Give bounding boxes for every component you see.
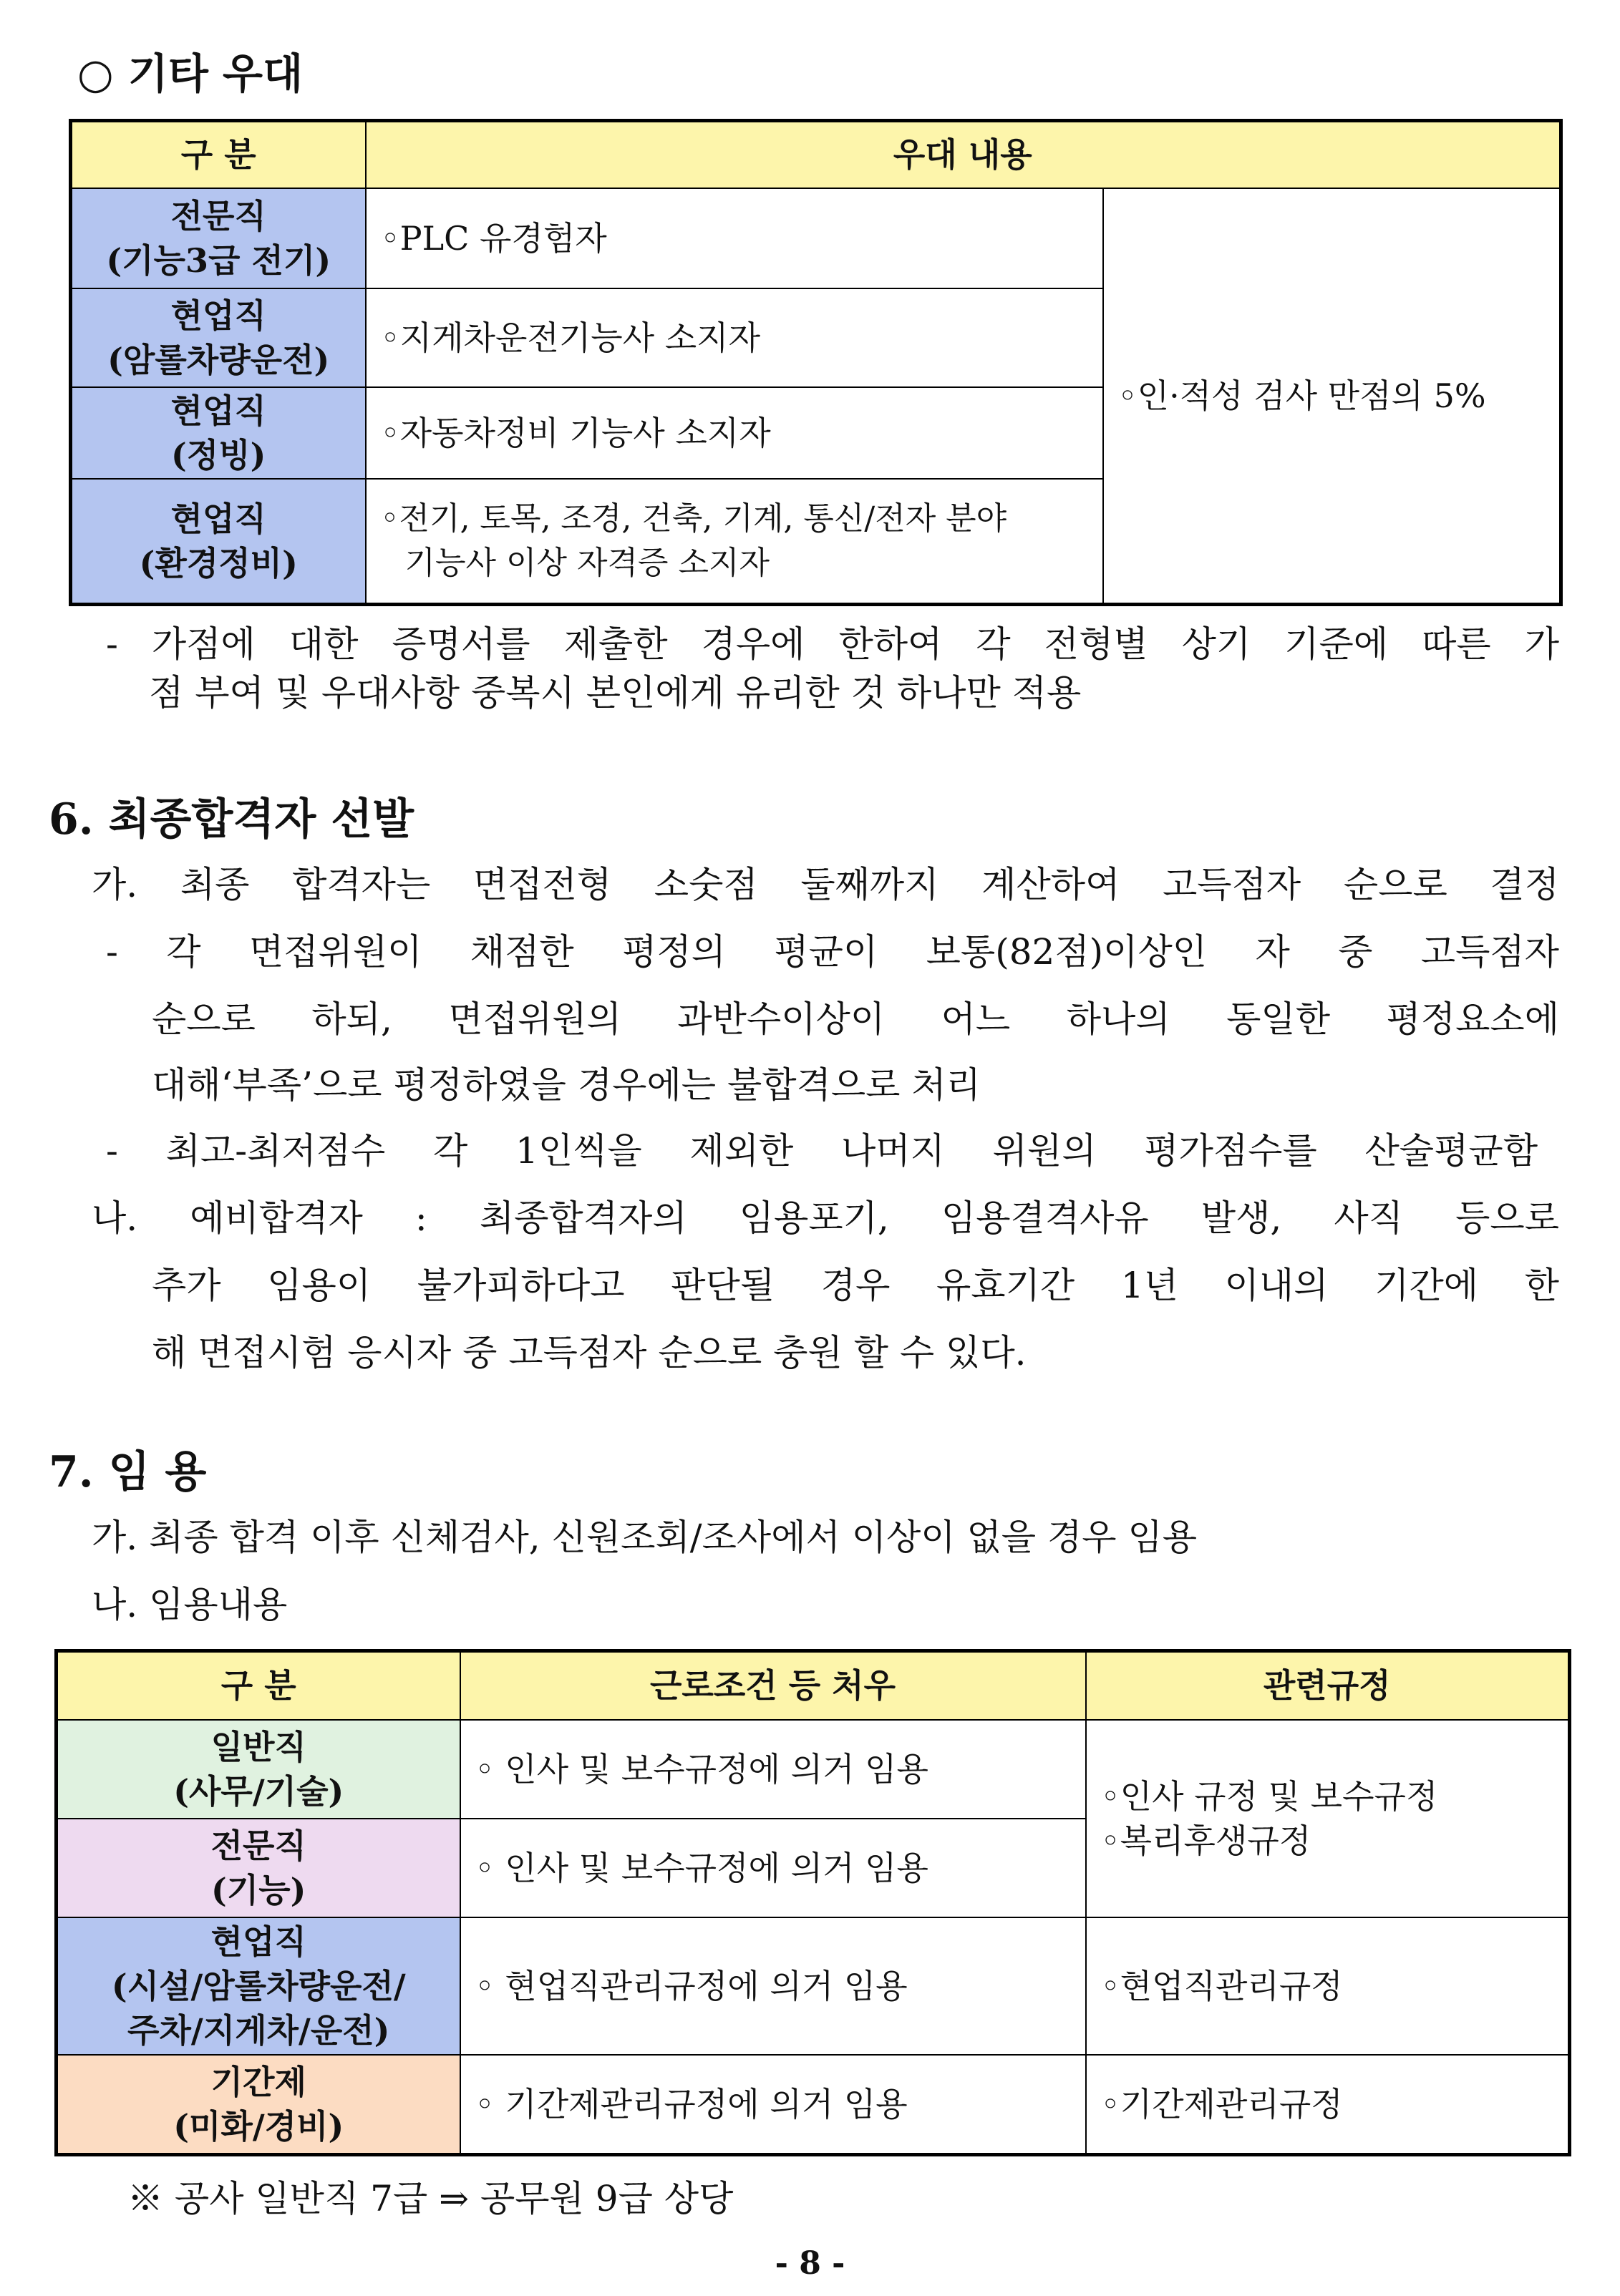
body-line: 순으로 하되, 면접위원의 과반수이상이 어느 하나의 동일한 평정요소에 xyxy=(152,998,1559,1040)
row-category: 현업직 (정빙) xyxy=(71,387,366,479)
row-rules: ◦현업직관리규정 xyxy=(1086,1917,1570,2055)
body-line: 가. 최종 합격 이후 신체검사, 신원조회/조사에서 이상이 없을 경우 임용 xyxy=(92,1517,1198,1558)
header-conditions: 근로조건 등 처우 xyxy=(460,1651,1086,1720)
row-category: 현업직 (시설/암롤차량운전/ 주차/지게차/운전) xyxy=(57,1917,460,2055)
body-line: 나. 예비합격자 : 최종합격자의 임용포기, 임용결격사유 발생, 사직 등으로 xyxy=(92,1197,1559,1239)
body-line: 해 면접시험 응시자 중 고득점자 순으로 충원 할 수 있다. xyxy=(152,1332,1027,1373)
body-line: - 최고-최저점수 각 1인씩을 제외한 나머지 위원의 평가점수를 산술평균함 xyxy=(106,1130,1538,1172)
row-content: ◦자동차정비 기능사 소지자 xyxy=(366,387,1103,479)
row-category: 전문직 (기능3급 전기) xyxy=(71,188,366,288)
row-category: 기간제 (미화/경비) xyxy=(57,2055,460,2155)
row-content: ◦지게차운전기능사 소지자 xyxy=(366,288,1103,387)
page-number: - 8 - xyxy=(775,2245,845,2282)
section6-title: 6. 최종합격자 선발 xyxy=(49,794,414,845)
table-row xyxy=(57,2055,1570,2155)
table-row xyxy=(57,1720,1570,1819)
section-other-title: ○ 기타 우대 xyxy=(77,49,304,98)
note-line: 점 부여 및 우대사항 중복시 본인에게 유리한 것 하나만 적용 xyxy=(149,672,1082,714)
body-line: - 각 면접위원이 채점한 평정의 평균이 보통(82점)이상인 자 중 고득점자 xyxy=(106,931,1559,973)
note-line: - 가점에 대한 증명서를 제출한 경우에 한하여 각 전형별 상기 기준에 따른 가 xyxy=(106,623,1559,665)
table-row xyxy=(71,188,1561,288)
header-preference: 우대 내용 xyxy=(366,121,1561,188)
row-category: 현업직 (암롤차량운전) xyxy=(71,288,366,387)
body-line: 가. 최종 합격자는 면접전형 소숫점 둘째까지 계산하여 고득점자 순으로 결정 xyxy=(92,864,1559,905)
merged-rules: ◦인사 규정 및 보수규정 ◦복리후생규정 xyxy=(1086,1720,1570,1917)
body-line: 추가 임용이 불가피하다고 판단될 경우 유효기간 1년 이내의 기간에 한 xyxy=(152,1265,1559,1306)
row-category: 일반직 (사무/기술) xyxy=(57,1720,460,1819)
section7-title: 7. 임 용 xyxy=(49,1447,207,1497)
row-rules: ◦기간제관리규정 xyxy=(1086,2055,1570,2155)
body-line: 나. 임용내용 xyxy=(92,1584,288,1625)
row-conditions: ◦ 현업직관리규정에 의거 임용 xyxy=(460,1917,1086,2055)
row-conditions: ◦ 인사 및 보수규정에 의거 임용 xyxy=(460,1819,1086,1917)
preference-table xyxy=(69,119,1563,606)
table-row xyxy=(57,1917,1570,2055)
row-content: ◦전기, 토목, 조경, 건축, 기계, 통신/전자 분야 기능사 이상 자격증 소지자 xyxy=(366,479,1103,605)
employment-table xyxy=(54,1649,1571,2156)
merged-preference: ◦인·적성 검사 만점의 5% xyxy=(1103,188,1561,605)
row-content: ◦PLC 유경험자 xyxy=(366,188,1103,288)
header-category: 구 분 xyxy=(57,1651,460,1720)
header-rules: 관련규정 xyxy=(1086,1651,1570,1720)
row-conditions: ◦ 기간제관리규정에 의거 임용 xyxy=(460,2055,1086,2155)
footnote: ※ 공사 일반직 7급 ⇒ 공무원 9급 상당 xyxy=(127,2178,734,2219)
header-category: 구 분 xyxy=(71,121,366,188)
row-conditions: ◦ 인사 및 보수규정에 의거 임용 xyxy=(460,1720,1086,1819)
body-line: 대해‘부족’으로 평정하였을 경우에는 불합격으로 처리 xyxy=(152,1064,981,1106)
row-category: 전문직 (기능) xyxy=(57,1819,460,1917)
row-category: 현업직 (환경정비) xyxy=(71,479,366,605)
